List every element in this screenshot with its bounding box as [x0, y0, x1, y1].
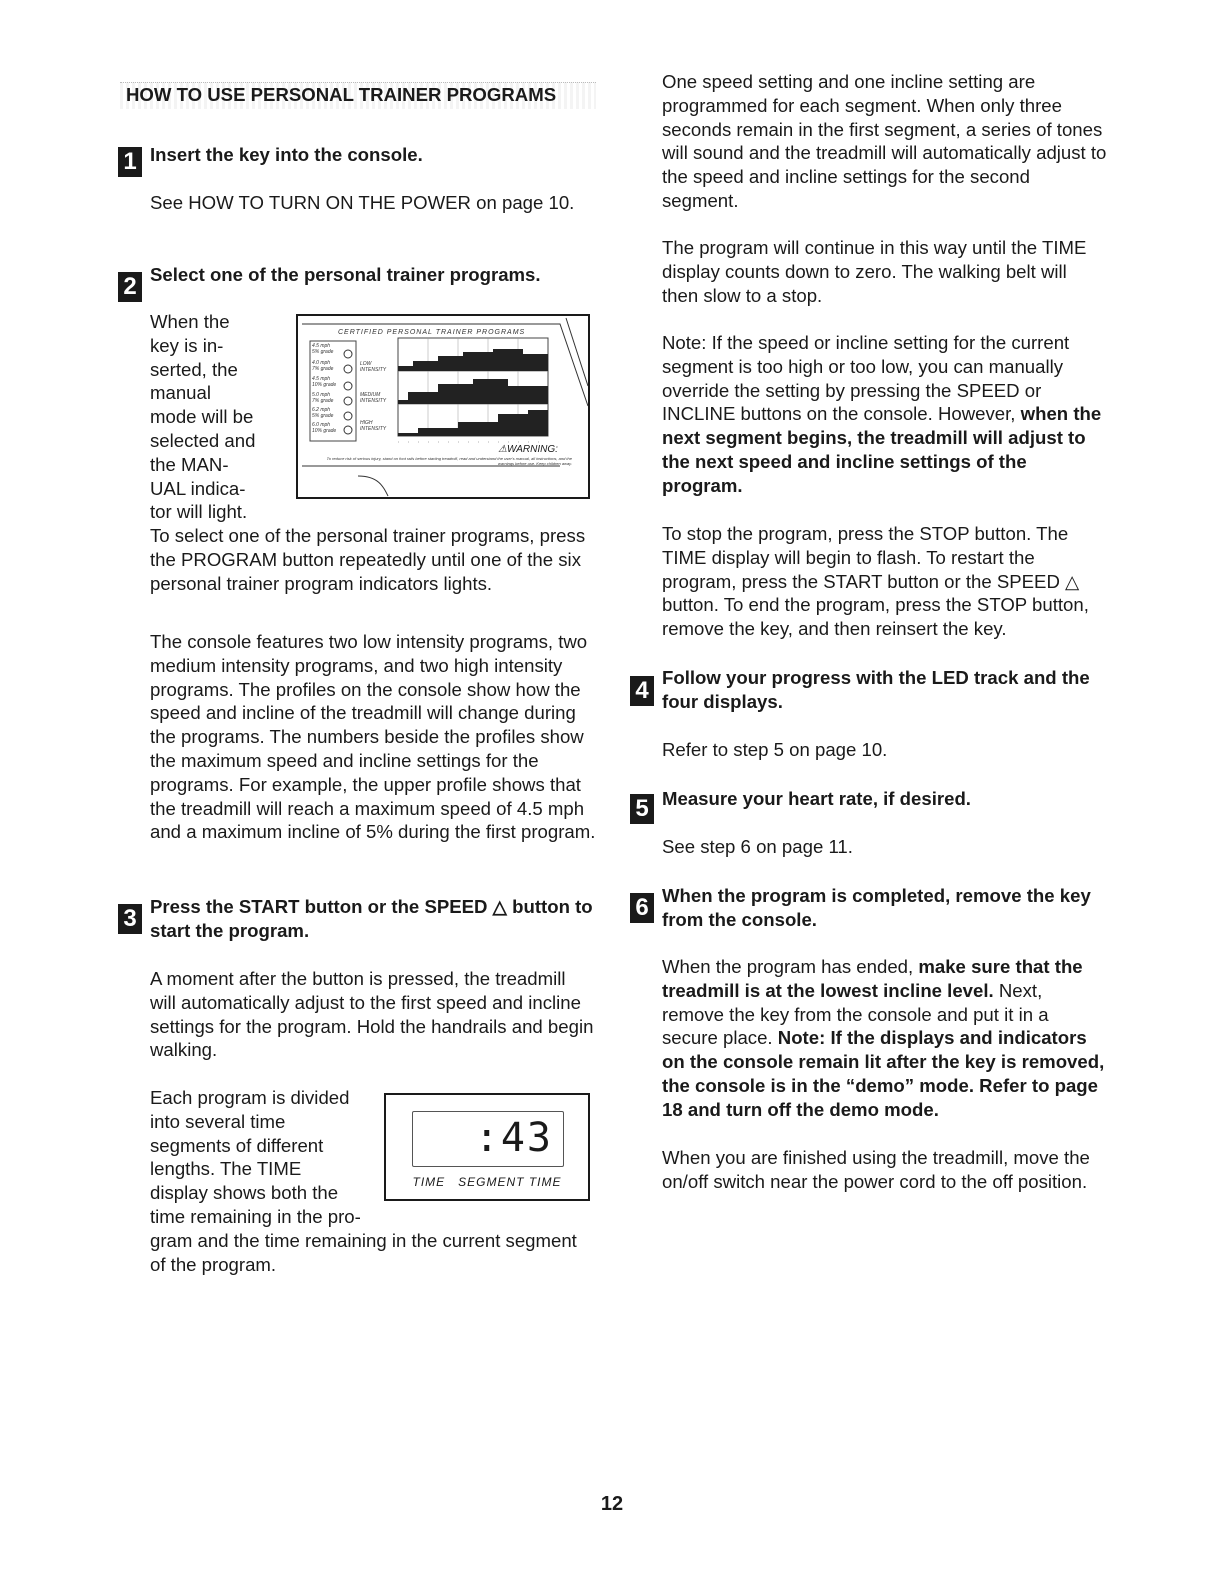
- right-para-4: To stop the program, press the STOP button. The TIME display will begin to flash. To restart the program, press the START button or the SPEED △ button. To end the program, press the STOP button, remove the key, and then reinsert the key.: [662, 523, 1089, 640]
- step-5-heading: Measure your heart rate, if desired.: [662, 788, 971, 809]
- step-4-body: Refer to step 5 on page 10.: [662, 739, 888, 760]
- console-row-2-speed: 4.0 mph: [312, 360, 331, 366]
- step-4-number: 4: [630, 676, 654, 706]
- step-6-heading: When the program is completed, remove the key from the console.: [662, 885, 1091, 930]
- step-3-number: 3: [118, 904, 142, 934]
- time-display-screen: [412, 1111, 564, 1167]
- console-row-5-speed: 6.2 mph: [312, 407, 331, 413]
- section-title: HOW TO USE PERSONAL TRAINER PROGRAMS: [120, 82, 596, 109]
- right-para-3: Note: If the speed or incline setting for the current segment is too high or too low, you can manually override the setting by pressing the SPEED or INCLINE buttons on the console. However, when the next segment begins, the treadmill will adjust to the next speed and incline settings of the program.: [662, 332, 1102, 496]
- console-row-1-speed: 4.5 mph: [312, 343, 331, 349]
- step-5-body: See step 6 on page 11.: [662, 836, 853, 857]
- console-row-6-incline: 10% grade: [312, 428, 337, 434]
- time-display-digits: :43: [474, 1115, 553, 1161]
- console-label-medium: MEDIUM INTENSITY: [360, 392, 387, 404]
- page-number: 12: [600, 1493, 624, 1515]
- console-label-low: LOW INTENSITY: [360, 361, 387, 373]
- console-header: CERTIFIED PERSONAL TRAINER PROGRAMS: [338, 329, 526, 336]
- step-2-heading: Select one of the personal trainer programs.: [150, 264, 541, 285]
- step-1-number: 1: [118, 147, 142, 177]
- console-label-high: HIGH INTENSITY: [360, 420, 387, 432]
- console-warning-title: ⚠WARNING:: [498, 444, 558, 455]
- console-warning-text: To reduce risk of serious injury, stand on foot rails before starting treadmill, read and understand the user's manual, all instructions, and the warnings before use. Keep children away.: [326, 456, 572, 466]
- step-3-heading: Press the START button or the SPEED △ button to start the program.: [150, 896, 593, 941]
- console-row-3-incline: 10% grade: [312, 382, 337, 388]
- step-6-para-1: When the program has ended, make sure that the treadmill is at the lowest incline level. Next, remove the key from the console and put it in a secure place. Note: If the displays and indicators on the console remain lit after the key is removed, the console is in the “demo” mode. Refer to page 18 and turn off the demo mode.: [662, 956, 1105, 1120]
- step-1-heading: Insert the key into the console.: [150, 144, 423, 165]
- step-1-body: See HOW TO TURN ON THE POWER on page 10.: [150, 192, 575, 213]
- right-para-2: The program will continue in this way until the TIME display counts down to zero. The walking belt will then slow to a stop.: [662, 237, 1087, 306]
- console-row-1-incline: 5% grade: [312, 349, 334, 355]
- step-2-para-2: The console features two low intensity programs, two medium intensity programs, and two high intensity programs. The profiles on the console show how the speed and incline of the treadmill will change during the programs. The numbers beside the profiles show the maximum speed and incline settings for the programs. For example, the upper profile shows that the treadmill will reach a maximum speed of 4.5 mph and a maximum incline of 5% during the first program.: [150, 631, 596, 843]
- time-display-label: TIME SEGMENT TIME: [412, 1175, 562, 1189]
- time-display-figure: [384, 1093, 590, 1201]
- right-para-1: One speed setting and one incline setting are programmed for each segment. When only three seconds remain in the first segment, a series of tones will sound and the treadmill will automatically adjust to the speed and incline settings for the second segment.: [662, 71, 1107, 211]
- console-row-5-incline: 5% grade: [312, 413, 334, 419]
- step-3-wrap-text: Each program is divided into several time segments of different lengths. The TIME display shows both the time remaining in the pro-: [150, 1087, 361, 1227]
- step-3-para-2-tail: gram and the time remaining in the current segment of the program.: [150, 1230, 577, 1275]
- console-row-2-incline: 7% grade: [312, 366, 334, 372]
- step-4-heading: Follow your progress with the LED track and the four displays.: [662, 667, 1090, 712]
- console-program-figure: [296, 314, 590, 499]
- console-row-3-speed: 4.5 mph: [312, 376, 331, 382]
- step-2-number: 2: [118, 272, 142, 302]
- step-3-para-1: A moment after the button is pressed, the treadmill will automatically adjust to the first speed and incline settings for the program. Hold the handrails and begin walking.: [150, 968, 594, 1061]
- step-2-wrap-text: When the key is in- serted, the manual mode will be selected and the MAN- UAL indica- tor will light.: [150, 311, 256, 523]
- step-6-para-2: When you are finished using the treadmill, move the on/off switch near the power cord to the off position.: [662, 1147, 1090, 1192]
- console-row-4-incline: 7% grade: [312, 398, 334, 404]
- console-row-4-speed: 5.0 mph: [312, 392, 331, 398]
- console-row-6-speed: 6.0 mph: [312, 422, 331, 428]
- step-2-para-1: To select one of the personal trainer programs, press the PROGRAM button repeatedly until one of the six personal trainer program indicators lights.: [150, 525, 586, 594]
- console-program-illustration: [298, 316, 588, 497]
- step-5-number: 5: [630, 794, 654, 824]
- step-6-number: 6: [630, 893, 654, 923]
